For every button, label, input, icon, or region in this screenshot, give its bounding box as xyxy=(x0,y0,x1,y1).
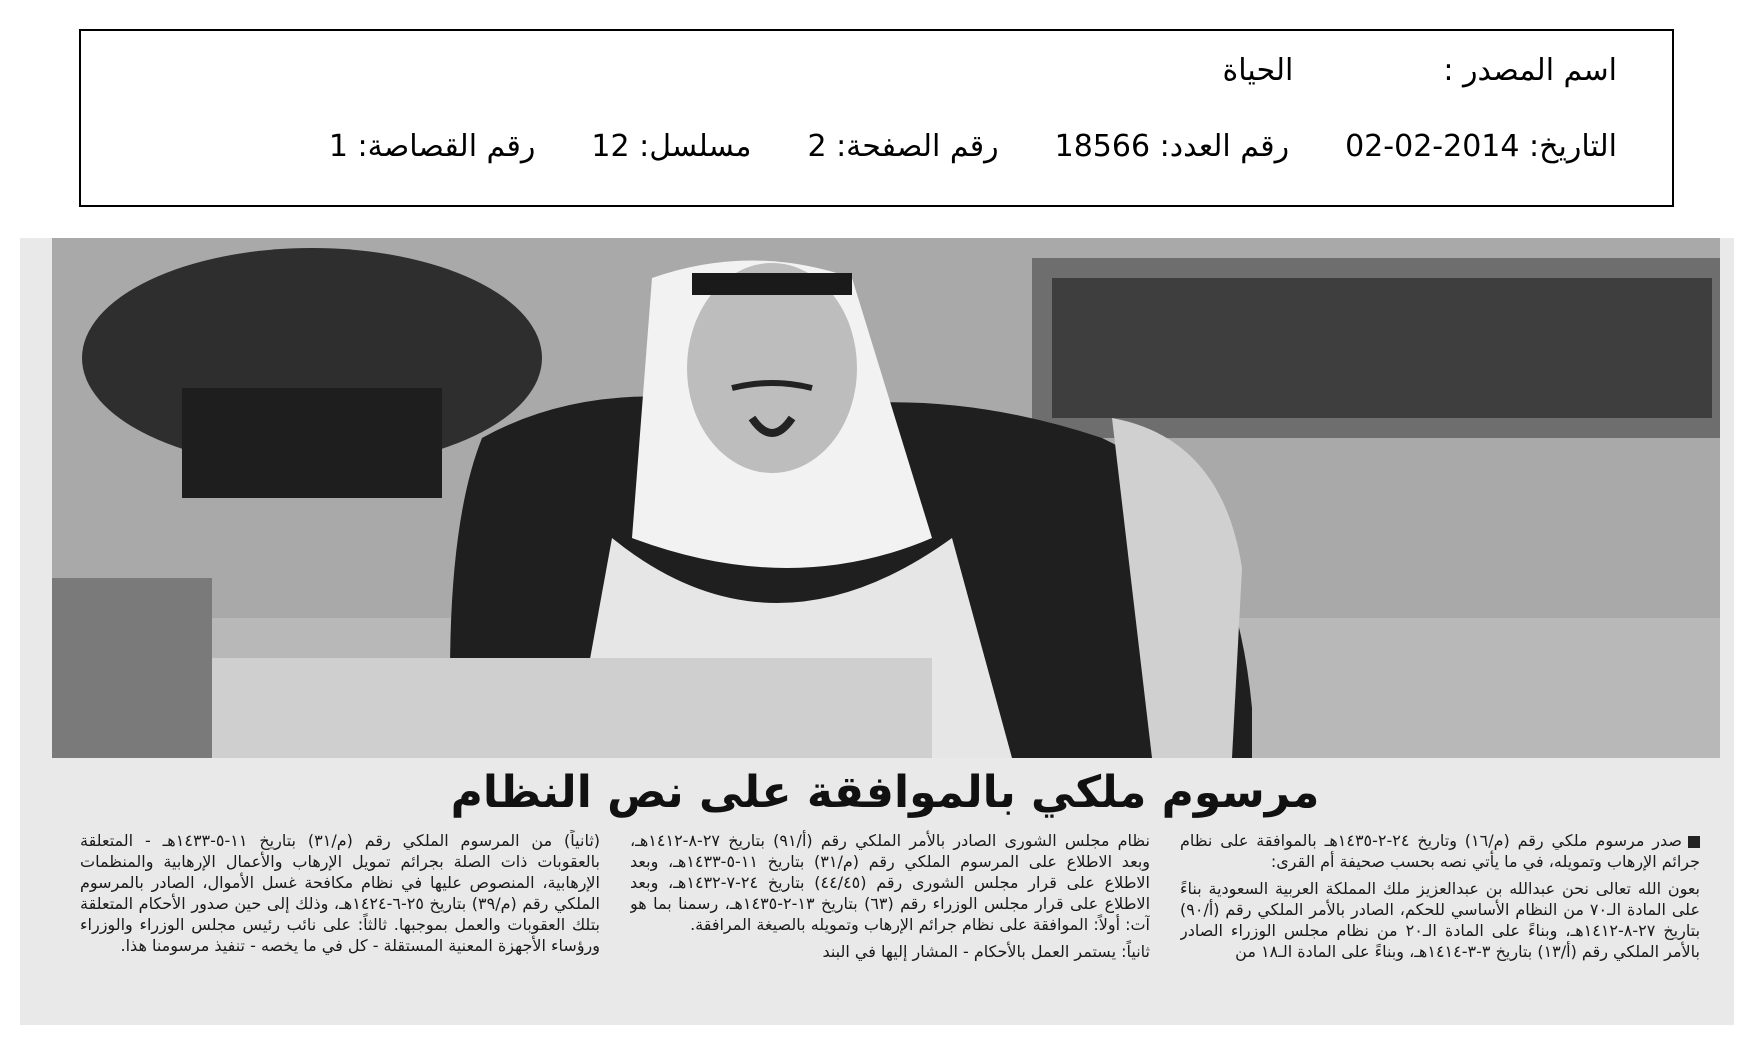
date-field: التاريخ: 2014-02-02 xyxy=(1345,129,1617,164)
paragraph-text: صدر مرسوم ملكي رقم (م/١٦) وتاريخ ٢٤-٢-١٤٣٥هـ بالموافقة على نظام جرائم الإرهاب وتمويله، في ما يأتي نصه بحسب صحيفة أم القرى: xyxy=(1180,831,1700,871)
article-column-middle xyxy=(630,830,1150,1020)
issue-number-field: رقم العدد: 18566 xyxy=(1054,129,1290,164)
paragraph: بعون الله تعالى نحن عبدالله بن عبدالعزيز ملك المملكة العربية السعودية بناءً على المادة الـ٧٠ من النظام الأساسي للحكم، الصادر بالأمر الملكي رقم (أ/٩٠) بتاريخ ٢٧-٨-١٤١٢هـ، وبناءً على المادة الـ٢٠ من نظام مجلس الوزراء الصادر بالأمر الملكي رقم (أ/١٣) بتاريخ ٣-٣-١٤١٤هـ، وبناءً على المادة الـ١٨ من xyxy=(1180,879,1700,961)
clip-number-field: رقم القصاصة: 1 xyxy=(328,129,536,164)
source-value: الحياة xyxy=(1222,53,1294,88)
page-number-field: رقم الصفحة: 2 xyxy=(807,129,999,164)
paragraph: ثانياً: يستمر العمل بالأحكام - المشار إليها في البند xyxy=(822,942,1150,961)
article-photo xyxy=(52,238,1720,758)
paragraph xyxy=(1180,830,1700,872)
newspaper-clipping xyxy=(20,238,1734,1025)
article-headline: مرسوم ملكي بالموافقة على نص النظام xyxy=(450,767,1320,818)
article-column-left xyxy=(80,830,600,1020)
paragraph: (ثانياً) من المرسوم الملكي رقم (م/٣١) بتاريخ ١١-٥-١٤٣٣هـ - المتعلقة بالعقوبات ذات الصلة بجرائم تمويل الإرهاب والأعمال الإرهابية والمنظمات الإرهابية، المنصوص عليها في نظام مكافحة غسل الأموال، الصادر بالمرسوم الملكي رقم (م/٣٩) بتاريخ ٢٥-٦-١٤٢٤هـ، وذلك إلى حين صدور الأحكام المتعلقة بتلك العقوبات والعمل بموجبها. ثالثاً: على نائب رئيس مجلس الوزراء والوزراء ورؤساء الأجهزة المعنية المستقلة - كل في ما يخصه - تنفيذ مرسومنا هذا. xyxy=(80,831,600,955)
source-info-box xyxy=(79,29,1674,207)
serial-field: مسلسل: 12 xyxy=(591,129,752,164)
source-row xyxy=(1223,53,1617,88)
article-column-right xyxy=(1180,830,1700,1020)
paragraph: نظام مجلس الشورى الصادر بالأمر الملكي رقم (أ/٩١) بتاريخ ٢٧-٨-١٤١٢هـ، وبعد الاطلاع على المرسوم الملكي رقم (م/٣١) بتاريخ ١١-٥-١٤٣٣هـ، وبعد الاطلاع على قرار مجلس الشورى رقم (٤٤/٤٥) بتاريخ ٢٤-٧-١٤٣٢هـ، وبعد الاطلاع على قرار مجلس الوزراء رقم (٦٣) بتاريخ ١٣-٢-١٤٣٥هـ، رسمنا بما هو آت: أولاً: الموافقة على نظام جرائم الإرهاب وتمويله بالصيغة المرافقة. xyxy=(630,831,1150,934)
metadata-row xyxy=(329,129,1617,164)
source-label: اسم المصدر : xyxy=(1443,53,1617,88)
square-bullet-icon xyxy=(1688,836,1700,848)
article-body xyxy=(50,830,1720,1020)
